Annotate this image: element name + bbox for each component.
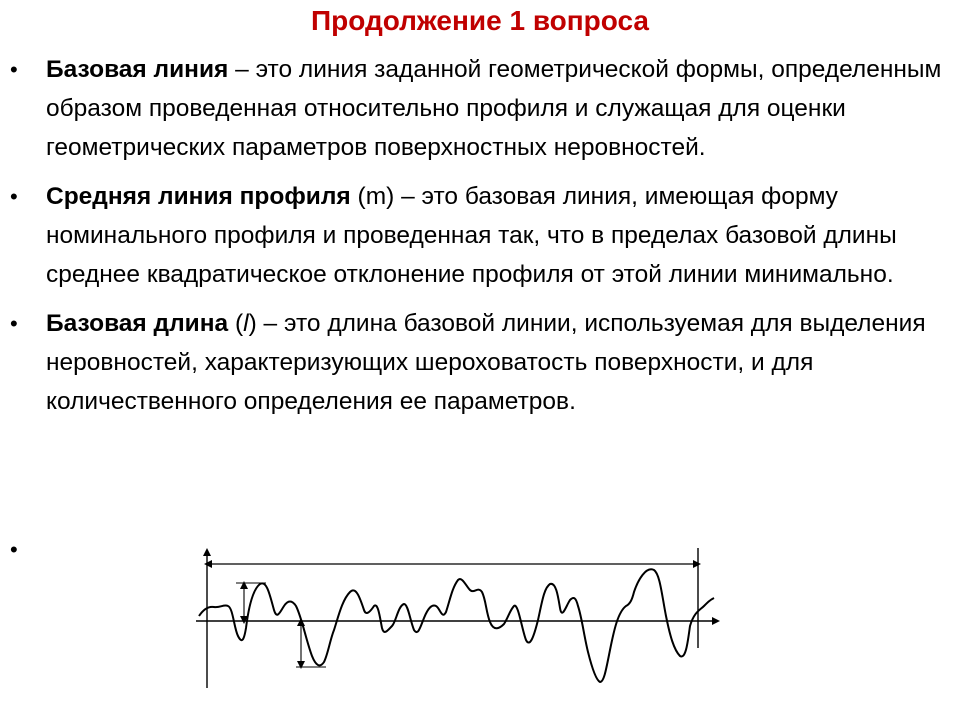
symbol-l: l [243,310,249,337]
bullet-mean-line [10,177,946,294]
term-mean-line: Средняя линия профиля [46,183,351,210]
bullet-list [0,50,960,431]
bullet-dot-icon: • [10,184,18,209]
term-base-line: Базовая линия [46,56,229,83]
bullet-dot-icon: • [10,57,18,82]
bullet-base-length [10,304,946,421]
definition-mean-line: – это базовая линия, имеющая форму номинального профиля и проведенная так, что в пределах базовой длины среднее квадратическое отклонение профиля от этой линии минимально. [46,183,897,288]
definition-base-length: – это длина базовой линии, используемая для выделения неровностей, характеризующих шероховатость поверхности, и для количественного определения ее параметров. [46,310,926,415]
bullet-dot-icon: • [10,311,18,336]
slide-title: Продолжение 1 вопроса [311,5,649,36]
definition-base-line: – это линия заданной геометрической формы, определенным образом проведенная относительно профиля и служащая для оценки геометрических параметров поверхностных неровностей. [46,56,942,161]
symbol-l-open: ( [234,310,244,337]
term-base-length: Базовая длина [46,310,229,337]
symbol-l-close: ) [248,310,257,337]
surface-profile-diagram [180,540,740,720]
symbol-m: (m) [357,183,395,210]
empty-bullet-dot-icon: • [10,537,18,562]
surface-profile-curve [199,569,714,682]
bullet-base-line [10,50,946,167]
